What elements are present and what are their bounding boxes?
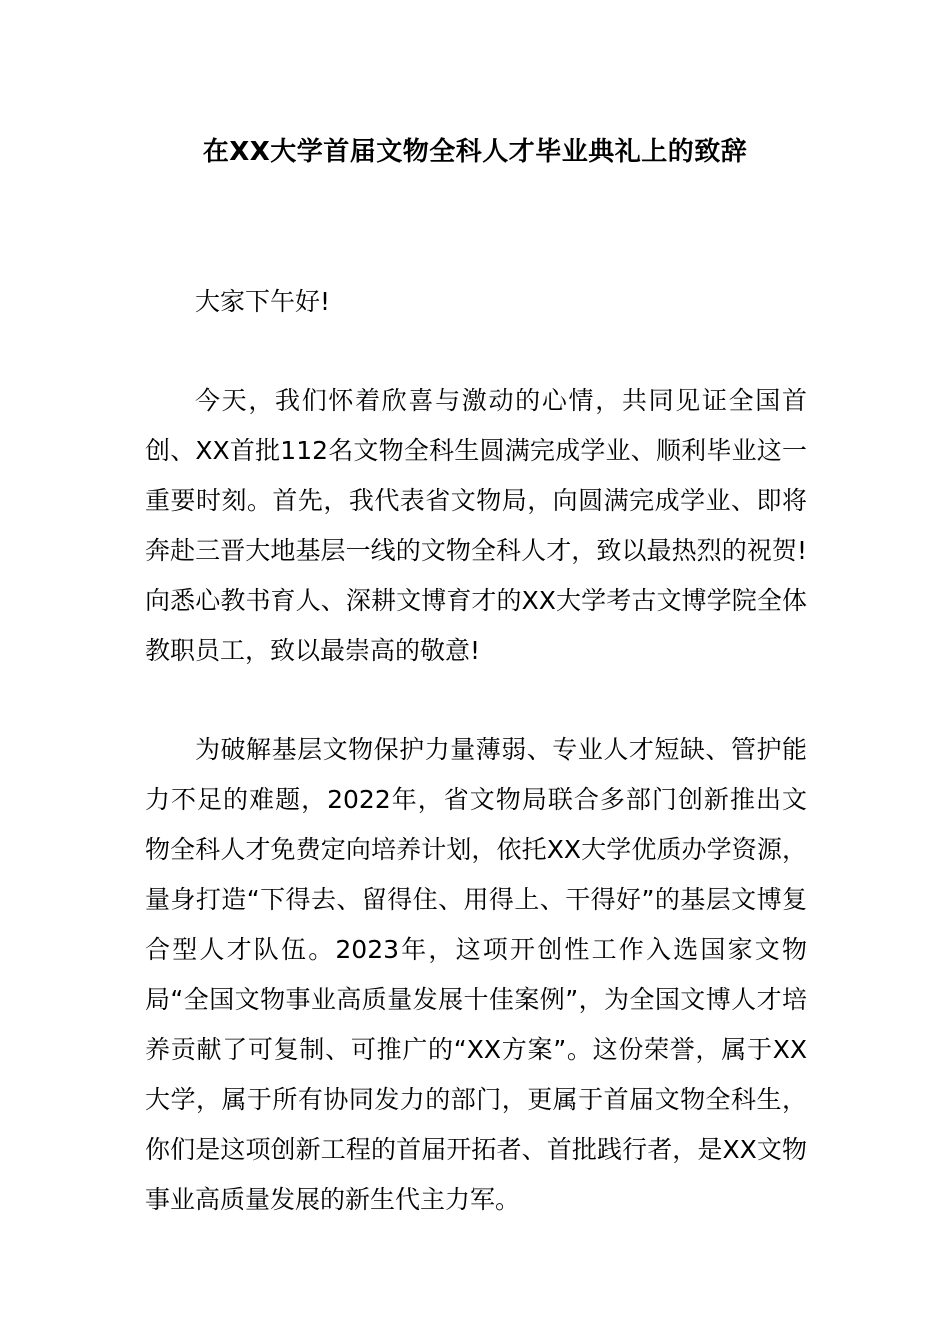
document-title: 在XX大学首届文物全科人才毕业典礼上的致辞 [202,137,748,167]
greeting-paragraph: 大家下午好! [195,287,331,316]
body-paragraph: 为破解基层文物保护力量薄弱、专业人才短缺、管护能力不足的难题，2022年，省文物局联合多部门创新推出文物全科人才免费定向培养计划，依托XX大学优质办学资源，量身打造“下得去、留得住、用得上、干得好”的基层文博复合型人才队伍。2023年，这项开创性工作入选国家文物局“全国文物事业高质量发展十佳案例”，为全国文博人才培养贡献了可复制、可推广的“XX方案”。这份荣誉，属于XX大学，属于所有协同发力的部门，更属于首届文物全科生，你们是这项创新工程的首届开拓者、首批践行者，是XX文物事业高质量发展的新生代主力军。 [145,735,807,1214]
body-paragraph: 今天，我们怀着欣喜与激动的心情，共同见证全国首创、XX首批112名文物全科生圆满完成学业、顺利毕业这一重要时刻。首先，我代表省文物局，向圆满完成学业、即将奔赴三晋大地基层一线的文物全科人才，致以最热烈的祝贺!向悉心教书育人、深耕文博育才的XX大学考古文博学院全体教职员工，致以最崇高的敬意! [145,386,807,665]
